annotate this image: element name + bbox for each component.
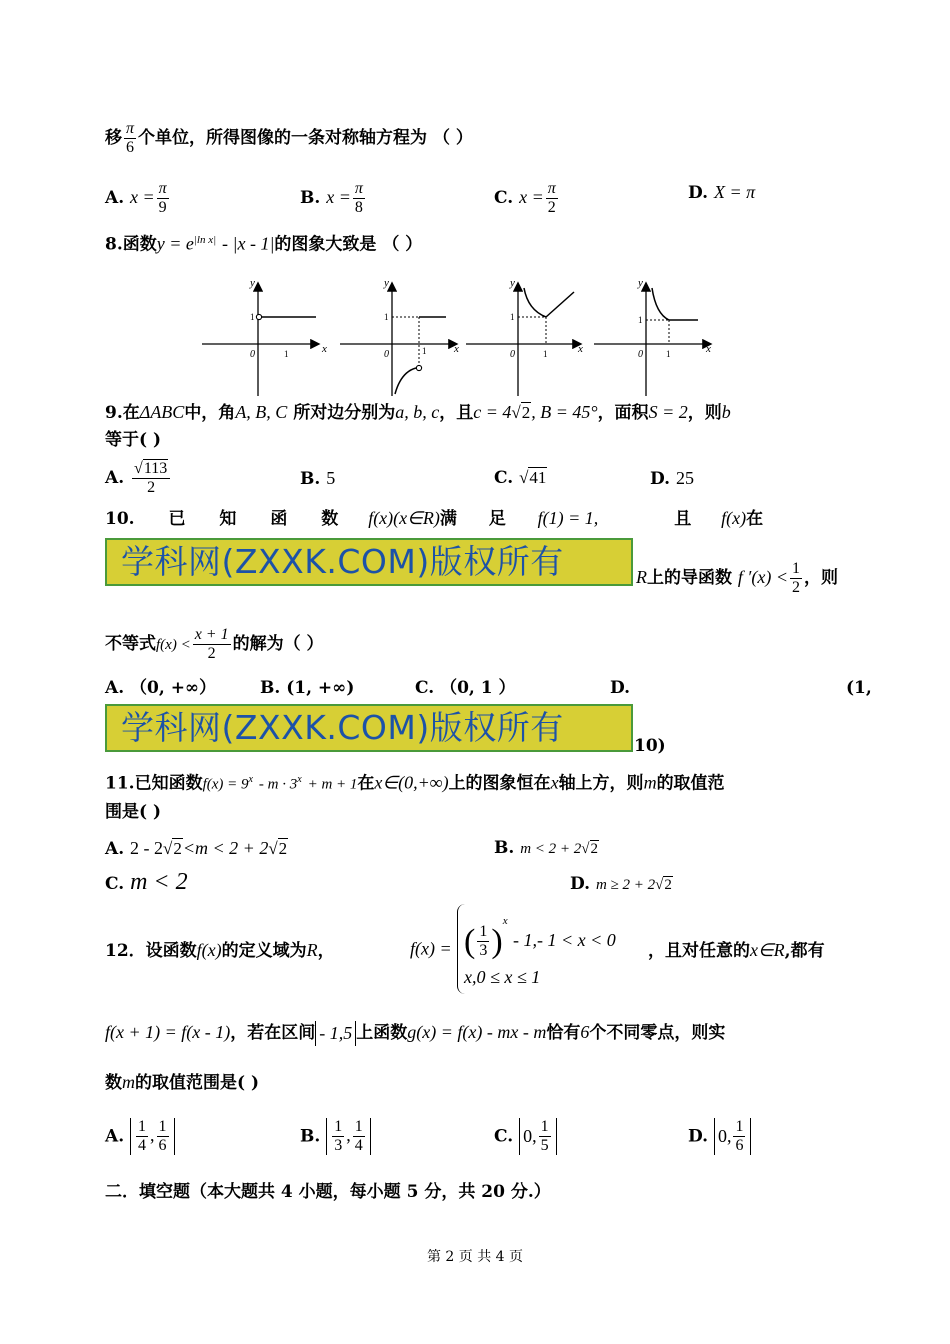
section-2-heading: 二．填空题（本大题共 4 小题，每小题 5 分，共 20 分.） (105, 1182, 551, 1202)
q10-inequality: 不等式f(x) < $\frac{x + 1}{2}$ 的解为（ ） (105, 626, 324, 662)
q8-b-origin: 0 (384, 349, 389, 360)
q11-option-d[interactable]: D. m ≥ 2 + 2√2 (570, 874, 672, 894)
q8-graph-c[interactable] (466, 277, 583, 396)
watermark-banner-2: 学科网(ZXXK.COM)版权所有 (105, 704, 633, 752)
q12-stem-line2: f(x + 1) = f(x - 1)，若在区间 - 1,5 上函数g(x) = f(x) - mx - m恰有6个不同零点，则实 (105, 1020, 725, 1046)
q7-stem: 移 $\frac{\pi}{6}$ 个单位，所得图像的一条对称轴方程为 （ ） (105, 120, 473, 156)
q7-option-a[interactable]: A. x = $\frac{\pi}{9}$ (105, 180, 167, 216)
q8-d-y-label: y (638, 277, 643, 289)
q7-option-c[interactable]: C. x = $\frac{\pi}{2}$ (494, 180, 556, 216)
q10-option-b[interactable]: B. (1, +∞) (260, 678, 355, 698)
q8-graph-a[interactable] (202, 277, 327, 396)
q12-stem-line3: 数m的取值范围是( ) (105, 1072, 260, 1093)
q8-c-origin: 0 (510, 349, 515, 360)
q8-a-tick-x: 1 (284, 349, 289, 359)
q8-a-x-label: x (322, 343, 327, 355)
q11-option-b[interactable]: B. m < 2 + 2√2 (494, 838, 599, 858)
q12-option-a[interactable]: A. $\frac{1}{4}$ , $\frac{1}{6}$ (105, 1118, 175, 1155)
q11-option-a[interactable]: A. 2 - 2√2<m < 2 + 2√2 (105, 838, 288, 859)
q8-d-x-label: x (706, 343, 711, 355)
q10-option-d-tail: (1, (846, 678, 872, 698)
page-footer: 第 2 页 共 4 页 (426, 1249, 524, 1265)
q9-stem-line2: 等于( ) (105, 430, 162, 450)
q10-option-c[interactable]: C. （0, 1 ） (415, 678, 516, 698)
q8-a-tick-y: 1 (250, 312, 255, 322)
q8-c-tick-y: 1 (510, 312, 515, 322)
q11-option-c[interactable]: C. m < 2 (105, 869, 188, 895)
q11-stem: 11.已知函数$f(x) = 9^x - m \cdot 3^x + m + 1$在x∈(0,+∞)上的图象恒在x轴上方，则m的取值范 (105, 772, 725, 794)
q8-b-tick-x: 1 (422, 346, 427, 356)
q8-a-origin: 0 (250, 349, 255, 360)
q8-c-tick-x: 1 (543, 349, 548, 359)
q8-b-x-label: x (454, 343, 459, 355)
q8-d-origin: 0 (638, 349, 643, 360)
q8-c-y-label: y (510, 277, 515, 289)
q12-stem-b: ，且对任意的x∈R,都有 (648, 940, 825, 961)
q8-graphs (198, 272, 718, 400)
q12-stem: 12．设函数f(x)的定义域为R， (105, 940, 335, 961)
q12-option-d[interactable]: D. 0, $\frac{1}{6}$ (688, 1118, 751, 1155)
q8-graph-d[interactable] (594, 277, 711, 396)
q12-piecewise: f(x) = ( $\frac{1}{3}$ )$^x$ - 1,- 1 < x < 0 x,0 ≤ x ≤ 1 (410, 904, 616, 994)
q11-stem-line2: 围是( ) (105, 802, 162, 822)
q9-option-c[interactable]: C. √41 (494, 468, 547, 488)
q10-option-d[interactable]: D. (610, 678, 631, 698)
q9-option-d[interactable]: D. 25 (650, 468, 694, 489)
q7-option-b[interactable]: B. x = $\frac{\pi}{8}$ (300, 180, 363, 216)
q10-tail: 10) (634, 736, 666, 756)
q12-option-c[interactable]: C. 0, $\frac{1}{5}$ (494, 1118, 557, 1155)
watermark-banner: 学科网(ZXXK.COM)版权所有 (105, 538, 633, 586)
q9-option-a[interactable]: A. $\frac{√113}{2}$ (105, 460, 172, 497)
q8-c-x-label: x (578, 343, 583, 355)
q10-stem-line2: R上的导函数 f ′(x) < $\frac{1}{2}$ ，则 (636, 560, 838, 596)
q7-option-d[interactable]: D. X = π (688, 182, 756, 203)
q8-d-tick-x: 1 (666, 349, 671, 359)
q10-stem: 10. 已 知 函 数 f(x)(x∈R)满 足 f(1) = 1, 且 f(x)在 (105, 508, 764, 529)
q8-graph-b[interactable] (340, 277, 459, 396)
q8-b-tick-y: 1 (384, 312, 389, 322)
q8-a-y-label: y (250, 277, 255, 289)
q8-d-tick-y: 1 (638, 315, 643, 325)
q9-option-b[interactable]: B. 5 (300, 468, 336, 489)
q10-option-a[interactable]: A. （0, +∞） (105, 678, 217, 698)
q8-b-y-label: y (384, 277, 389, 289)
q8-stem: 8.函数$y = e^{|ln x|} - |x - 1|$的图象大致是 （ ） (105, 233, 423, 255)
q12-option-b[interactable]: B. $\frac{1}{3}$ , $\frac{1}{4}$ (300, 1118, 371, 1155)
q9-stem: 9.在ΔABC中，角A, B, C 所对边分别为a, b, c，且c = 4√2, B = 45°，面积S = 2，则b (105, 402, 731, 423)
